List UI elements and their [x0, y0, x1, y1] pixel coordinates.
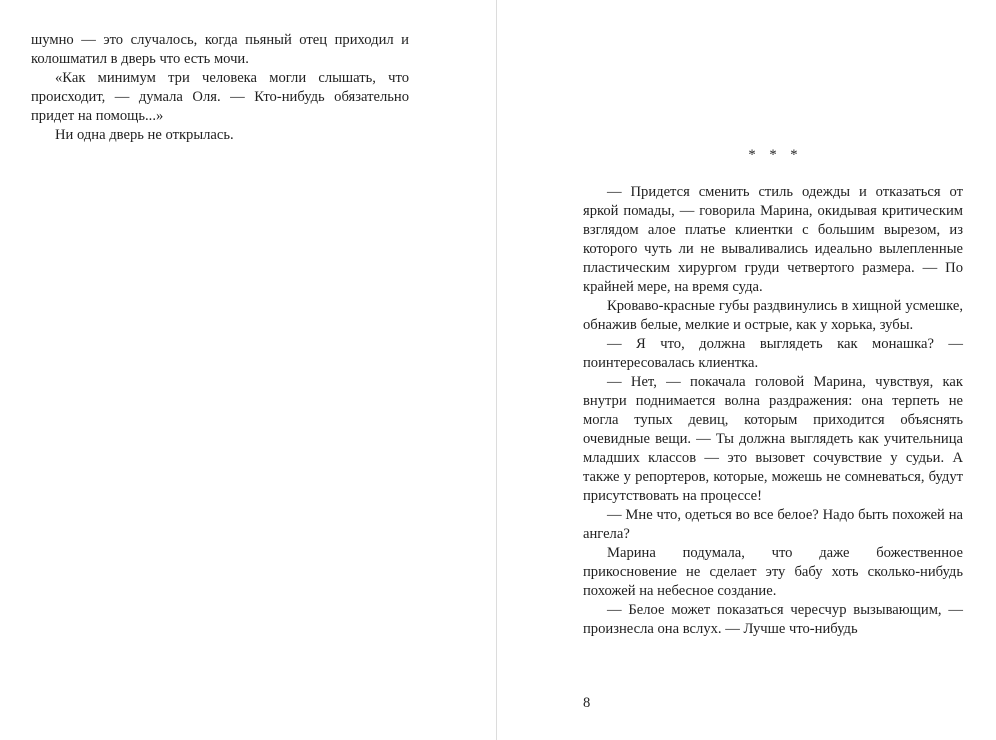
paragraph: — Мне что, одеться во все белое? Надо быть похожей на ангела?: [583, 507, 963, 542]
paragraph: — Придется сменить стиль одежды и отказаться от яркой помады, — говорила Марина, окидывая критическим взглядом алое платье клиентки с большим вырезом, из которого чуть ли не вываливались идеально вылепленные пластическим хирургом груди четвертого размера. — По крайней мере, на время суда.: [583, 184, 963, 295]
left-page-text: [31, 31, 409, 145]
paragraph: — Белое может показаться чересчур вызывающим, — произнесла она вслух. — Лучше что-нибудь: [583, 602, 963, 637]
section-separator: * * *: [748, 147, 798, 163]
paragraph: «Как минимум три человека могли слышать, что происходит, — думала Оля. — Кто-нибудь обязательно придет на помощь...»: [31, 70, 409, 124]
paragraph: Кроваво-красные губы раздвинулись в хищной усмешке, обнажив белые, мелкие и острые, как у хорька, зубы.: [583, 298, 963, 333]
paragraph: — Я что, должна выглядеть как монашка? — поинтересовалась клиентка.: [583, 336, 963, 371]
page-number: 8: [583, 695, 591, 711]
right-page-text: [583, 183, 963, 639]
paragraph: шумно — это случалось, когда пьяный отец приходил и колошматил в дверь что есть мочи.: [31, 32, 409, 67]
right-page: [497, 0, 996, 740]
paragraph: Ни одна дверь не открылась.: [55, 127, 234, 143]
left-page: [0, 0, 496, 740]
paragraph: Марина подумала, что даже божественное прикосновение не сделает эту бабу хоть сколько-нибудь похожей на небесное создание.: [583, 545, 963, 599]
paragraph: — Нет, — покачала головой Марина, чувствуя, как внутри поднимается волна раздражения: она терпеть не могла тупых девиц, которым приходится объяснять очевидные вещи. — Ты должна выглядеть как учительница младших классов — это вызовет сочувствие у судьи. А также у репортеров, которые, можешь не сомневаться, будут присутствовать на процессе!: [583, 374, 963, 504]
